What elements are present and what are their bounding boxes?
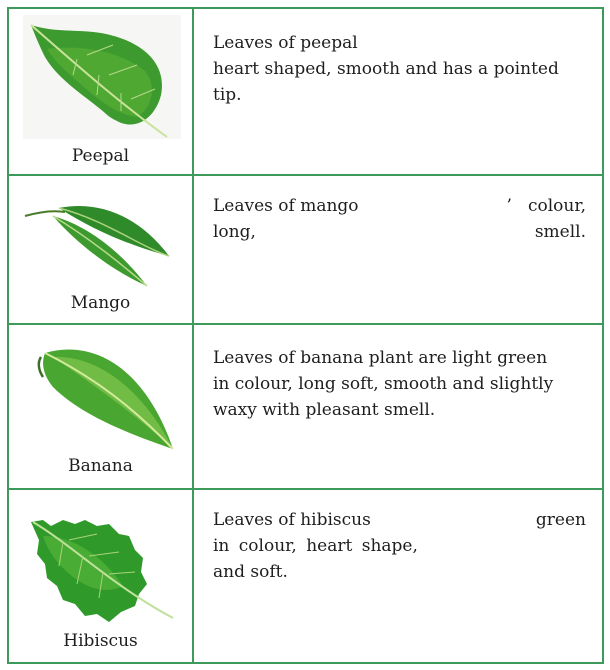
description-cell: [194, 325, 602, 488]
leaf-name-mango: Mango: [70, 293, 131, 313]
peepal-description: [213, 30, 586, 108]
hibiscus-description: [213, 507, 586, 585]
mango-leaf-image: [19, 186, 179, 296]
leaf-name-peepal: Peepal: [71, 146, 130, 166]
mango-description: [213, 193, 586, 245]
table-row-mango: [9, 176, 602, 325]
description-cell: [194, 176, 602, 323]
leaf-name-banana: Banana: [68, 456, 133, 476]
desc-fragment: smell.: [534, 222, 586, 242]
desc-line: [213, 507, 586, 533]
table-row-banana: [9, 325, 602, 490]
desc-line: tip.: [213, 85, 242, 105]
image-cell: [9, 490, 194, 664]
desc-fragment: [507, 193, 586, 219]
desc-line: waxy with pleasant smell.: [213, 400, 436, 420]
desc-line: [213, 193, 586, 219]
desc-line: Leaves of peepal: [213, 33, 358, 53]
desc-fragment: colour,: [527, 196, 586, 216]
peepal-leaf-image: [17, 15, 187, 145]
desc-line: in colour, heart shape,: [213, 536, 418, 556]
description-cell: [194, 490, 602, 664]
image-cell: [9, 176, 194, 323]
leaf-table: [7, 7, 604, 664]
image-cell: [9, 9, 194, 174]
banana-leaf-image: [23, 337, 183, 455]
desc-fragment: Leaves of mango: [213, 196, 359, 216]
banana-description: [213, 345, 586, 423]
desc-fragment: green: [535, 510, 586, 530]
desc-fragment: Leaves of hibiscus: [213, 510, 371, 530]
desc-line: [213, 219, 586, 245]
description-cell: [194, 9, 602, 174]
desc-fragment: long,: [213, 222, 256, 242]
leaf-name-hibiscus: Hibiscus: [63, 631, 138, 651]
image-cell: [9, 325, 194, 488]
hibiscus-leaf-image: [23, 506, 183, 626]
table-row-peepal: [9, 9, 602, 176]
desc-line: and soft.: [213, 562, 288, 582]
desc-line: Leaves of banana plant are light green: [213, 348, 548, 368]
desc-mark: ’: [506, 196, 512, 216]
desc-line: in colour, long soft, smooth and slightly: [213, 374, 554, 394]
table-row-hibiscus: [9, 490, 602, 664]
desc-line: heart shaped, smooth and has a pointed: [213, 59, 559, 79]
